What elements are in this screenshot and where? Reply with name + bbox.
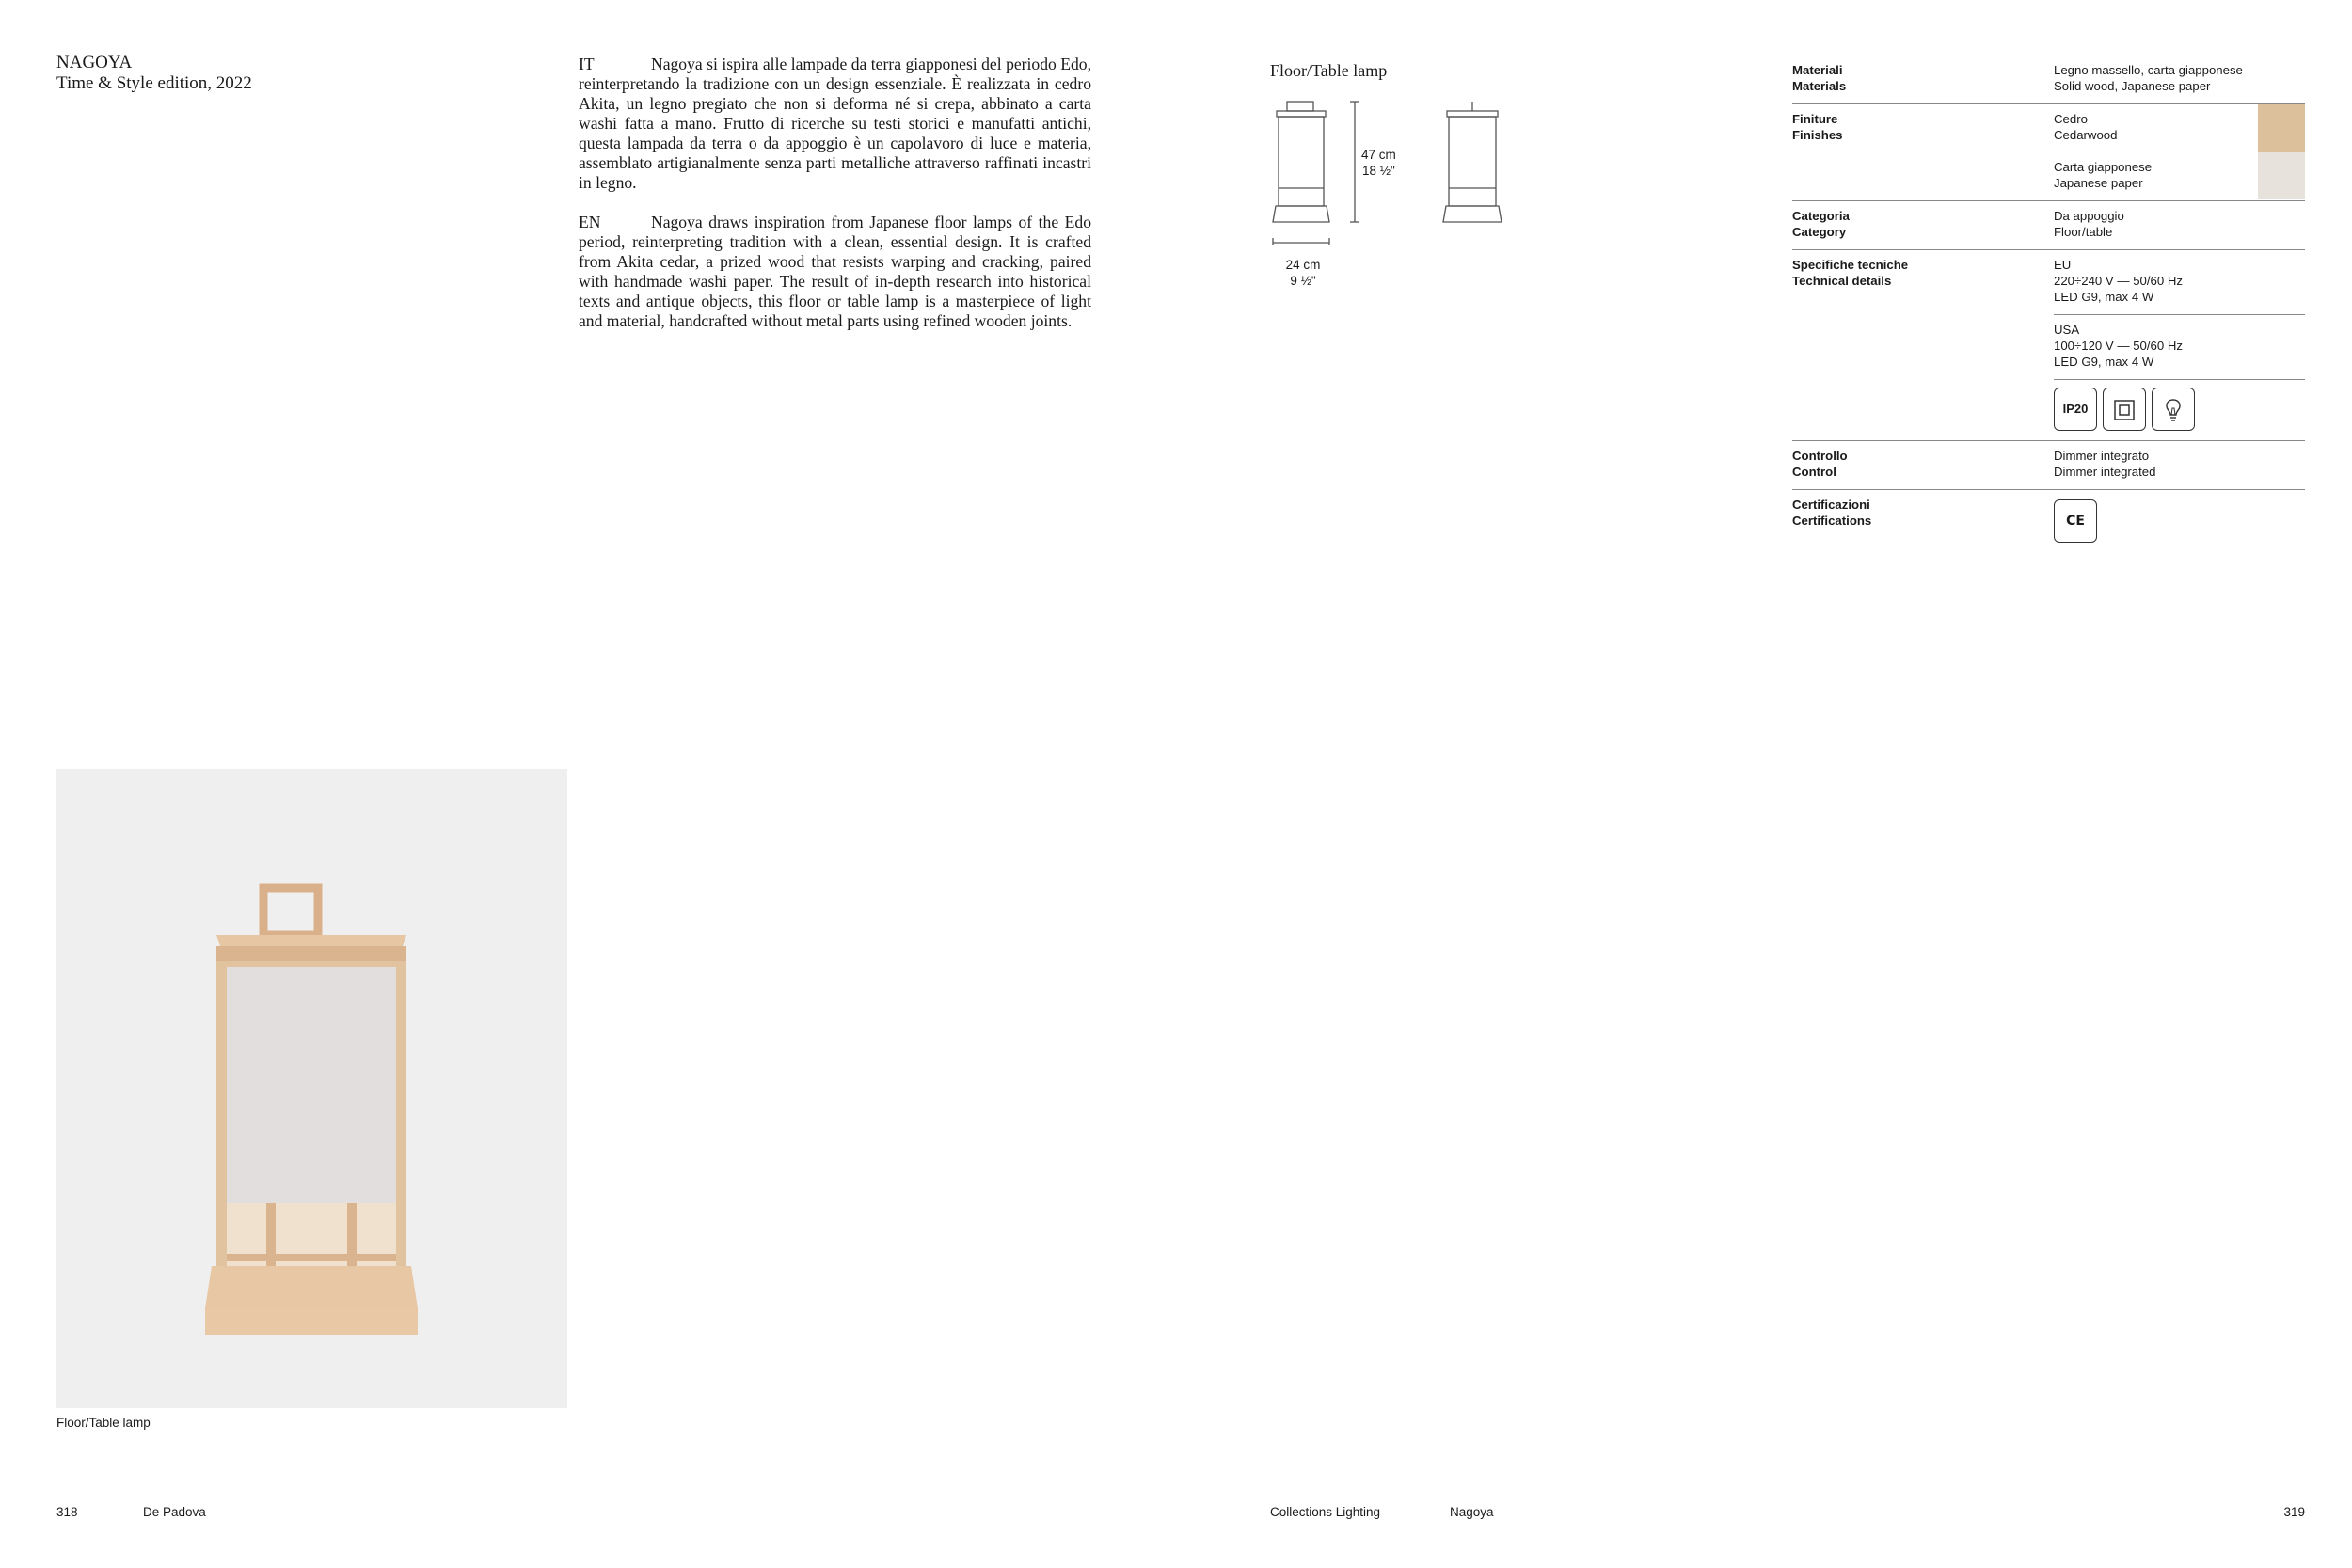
certifications-label-en: Certifications: [1792, 514, 1872, 528]
category-label-it: Categoria: [1792, 209, 1850, 223]
lamp-photo: [56, 769, 567, 1408]
product-title-block: [56, 53, 252, 94]
spec-row-certifications: [1792, 489, 2305, 552]
spec-row-technical: [1792, 249, 2305, 440]
spec-table: [1792, 55, 2305, 552]
description: [579, 55, 1091, 351]
page-number-right: 319: [2283, 1505, 2305, 1519]
double-insulation-icon: [2103, 388, 2146, 431]
spec-row-finishes: [1792, 103, 2305, 200]
category-value-en: Floor/table: [2054, 225, 2113, 239]
materials-value-it: Legno massello, carta giapponese: [2054, 63, 2243, 77]
diagram-title: Floor/Table lamp: [1270, 55, 1780, 81]
lang-code-it: IT: [579, 55, 595, 73]
finish-cedar-en: Cedarwood: [2054, 128, 2118, 142]
category-value-it: Da appoggio: [2054, 209, 2124, 223]
technical-label-it: Specifiche tecniche: [1792, 258, 1909, 272]
control-value-it: Dimmer integrato: [2054, 449, 2150, 463]
height-dimension: [1361, 147, 1396, 179]
description-it: [579, 55, 1091, 193]
finish-paper-it: Carta giapponese: [2054, 160, 2153, 174]
finishes-label-it: Finiture: [1792, 112, 1838, 126]
bulb-icon: [2152, 388, 2195, 431]
tech-eu-source: LED G9, max 4 W: [2054, 290, 2154, 304]
width-dimension: [1275, 257, 1331, 289]
height-in: 18 ½": [1361, 164, 1395, 178]
width-cm: 24 cm: [1285, 258, 1321, 272]
tech-usa-source: LED G9, max 4 W: [2054, 355, 2154, 369]
lang-code-en: EN: [579, 213, 601, 231]
lamp-illustration: [56, 769, 567, 1408]
spec-row-control: [1792, 440, 2305, 489]
ce-mark-icon: CE: [2054, 499, 2097, 543]
tech-usa-voltage: 100÷120 V — 50/60 Hz: [2054, 339, 2184, 353]
finishes-label-en: Finishes: [1792, 128, 1843, 142]
footer-product: Nagoya: [1450, 1505, 1494, 1519]
width-in: 9 ½": [1290, 274, 1316, 288]
control-label-en: Control: [1792, 465, 1836, 479]
footer-brand: De Padova: [143, 1505, 206, 1519]
control-value-en: Dimmer integrated: [2054, 465, 2156, 479]
finish-swatch-japanese-paper: [2258, 152, 2305, 199]
footer-section: Collections Lighting: [1270, 1505, 1381, 1519]
ip20-icon: IP20: [2054, 388, 2097, 431]
spec-row-category: [1792, 200, 2305, 249]
spec-row-materials: [1792, 55, 2305, 103]
certifications-label-it: Certificazioni: [1792, 498, 1870, 512]
tech-icons: [2054, 379, 2305, 440]
materials-label-en: Materials: [1792, 79, 1847, 93]
tech-eu-region: EU: [2054, 258, 2072, 272]
description-it-text: Nagoya si ispira alle lampade da terra giapponesi del periodo Edo, reinterpretando la tradizione con un design essenziale. È realizzata in cedro Akita, un legno pregiato che non si deforma né si crepa, abbinato a carta washi fatta a mano. Frutto di ricerche su testi storici e manufatti antichi, questa lampada da terra o da appoggio è un capolavoro di luce e materia, assemblato artigianalmente senza parti metalliche attraverso raffinati incastri in legno.: [579, 55, 1091, 192]
finish-cedar-it: Cedro: [2054, 112, 2088, 126]
technical-label-en: Technical details: [1792, 274, 1892, 288]
tech-eu-voltage: 220÷240 V — 50/60 Hz: [2054, 274, 2184, 288]
materials-label-it: Materiali: [1792, 63, 1843, 77]
finish-swatch-cedarwood: [2258, 104, 2305, 152]
page-number-left: 318: [56, 1505, 78, 1519]
control-label-it: Controllo: [1792, 449, 1848, 463]
product-edition: Time & Style edition, 2022: [56, 73, 252, 93]
description-en-text: Nagoya draws inspiration from Japanese floor lamps of the Edo period, reinterpreting tradition with a clean, essential design. It is crafted from Akita cedar, a prized wood that resists warping and cracking, paired with handmade washi paper. The result of in-depth research into historical texts and antique objects, this floor or table lamp is a masterpiece of light and material, handcrafted without metal parts using refined wooden joints.: [579, 213, 1091, 330]
materials-value-en: Solid wood, Japanese paper: [2054, 79, 2211, 93]
tech-usa-region: USA: [2054, 323, 2080, 337]
finish-paper-en: Japanese paper: [2054, 176, 2143, 190]
height-cm: 47 cm: [1361, 148, 1396, 162]
photo-caption: Floor/Table lamp: [56, 1416, 151, 1430]
description-en: [579, 213, 1091, 331]
product-name: NAGOYA: [56, 53, 133, 72]
category-label-en: Category: [1792, 225, 1847, 239]
